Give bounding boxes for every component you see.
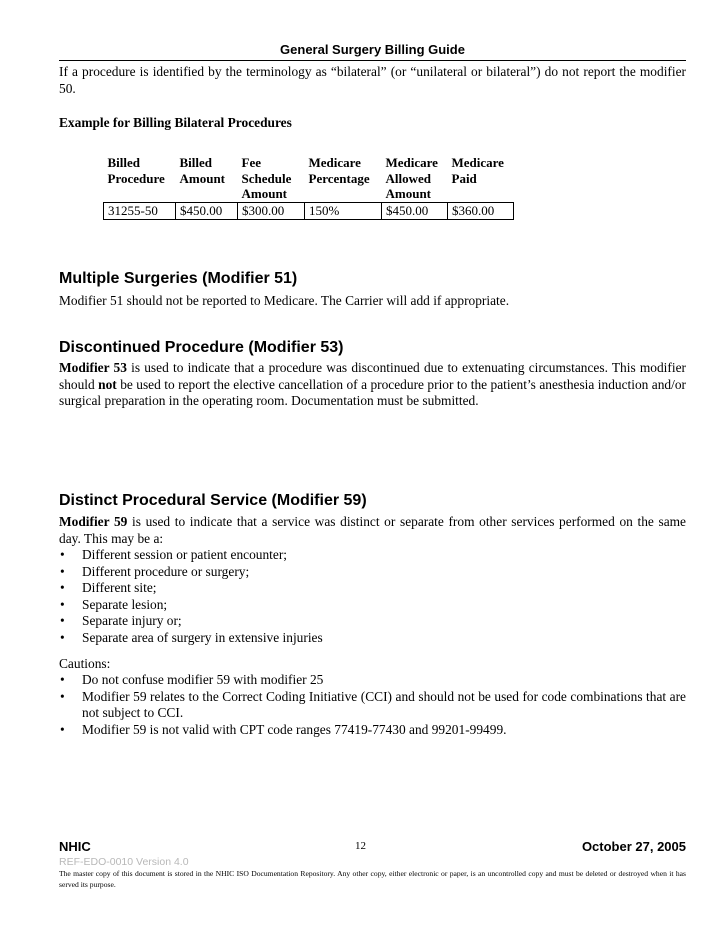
multiple-surgeries-heading: Multiple Surgeries (Modifier 51) — [59, 270, 298, 287]
footer-org: NHIC — [59, 839, 91, 854]
discontinued-procedure-heading: Discontinued Procedure (Modifier 53) — [59, 339, 344, 356]
header-divider — [59, 60, 686, 61]
list-item: • Different session or patient encounter; — [60, 547, 288, 562]
bullet-icon: • — [60, 613, 65, 629]
table-cell: $300.00 — [238, 202, 305, 219]
cautions-label: Cautions: — [59, 656, 111, 671]
table-row — [104, 202, 514, 219]
bullet-icon: • — [60, 721, 65, 737]
list-item: • Do not confuse modifier 59 with modifier 25 — [60, 672, 324, 687]
not-emphasis: not — [98, 376, 117, 392]
footer-notice: The master copy of this document is stored in the NHIC ISO Documentation Repository. Any other copy, either electronic or paper, is an uncontrolled copy and must be deleted or destroyed when it has served its purpose. — [59, 869, 686, 889]
modifier-53-lead: Modifier 53 — [59, 360, 127, 375]
discontinued-procedure-text: Modifier 53 is used to indicate that a procedure was discontinued due to extenuating circumstances. This modifier should not be used to report the elective cancellation of a procedure prior to the patient’s anesthesia induction and/or surgical preparation in the operating room. Documentation must be submitted. — [59, 360, 687, 408]
bilateral-intro: If a procedure is identified by the terminology as “bilateral” (or “unilateral or bilateral”) do not report the modifier 50. — [59, 64, 686, 96]
cautions-list — [59, 672, 686, 738]
bullet-icon: • — [60, 629, 65, 645]
footer-doc-ref: REF-EDO-0010 Version 4.0 — [59, 856, 189, 868]
table-cell: 31255-50 — [104, 202, 176, 219]
bullet-icon: • — [60, 596, 65, 612]
list-item: • Separate area of surgery in extensive injuries — [60, 629, 323, 645]
example-title: Example for Billing Bilateral Procedures — [59, 115, 292, 130]
bilateral-billing-table — [103, 153, 514, 220]
bullet-icon: • — [60, 563, 65, 579]
table-header-cell: Medicare Allowed Amount — [382, 153, 448, 202]
table-header-cell: Billed Amount — [176, 153, 238, 202]
list-item: • Separate lesion; — [60, 596, 168, 612]
table-cell: $450.00 — [382, 202, 448, 219]
table-cell: $450.00 — [176, 202, 238, 219]
table-cell: 150% — [305, 202, 382, 219]
table-header-row — [104, 153, 514, 202]
list-item: • Different site; — [60, 580, 157, 596]
table-header-cell: Medicare Paid — [448, 153, 514, 202]
bullet-icon: • — [60, 688, 65, 704]
footer-page-number: 12 — [355, 840, 366, 852]
modifier-59-lead: Modifier 59 — [59, 514, 128, 529]
page-footer — [59, 839, 686, 855]
footer-date: October 27, 2005 — [581, 839, 686, 854]
distinct-service-text: Modifier 59 is used to indicate that a service was distinct or separate from other services performed on the same day. This may be a: — [59, 514, 686, 546]
list-item: • Modifier 59 relates to the Correct Coding Initiative (CCI) and should not be used for code combinations that are not subject to CCI. — [60, 688, 686, 721]
page-header-title: General Surgery Billing Guide — [280, 42, 465, 57]
bullet-icon: • — [60, 580, 65, 596]
multiple-surgeries-text: Modifier 51 should not be reported to Medicare. The Carrier will add if appropriate. — [59, 293, 510, 308]
bullet-icon: • — [60, 672, 65, 687]
distinct-service-heading: Distinct Procedural Service (Modifier 59) — [59, 492, 367, 509]
table-cell: $360.00 — [448, 202, 514, 219]
table-header-cell: Fee Schedule Amount — [238, 153, 305, 202]
table-header-cell: Medicare Percentage — [305, 153, 382, 202]
table-header-cell: Billed Procedure — [104, 153, 176, 202]
distinct-reasons-list — [59, 547, 686, 647]
bullet-icon: • — [60, 547, 65, 562]
list-item: • Modifier 59 is not valid with CPT code ranges 77419-77430 and 99201-99499. — [60, 721, 507, 737]
list-item: • Separate injury or; — [60, 613, 182, 629]
list-item: • Different procedure or surgery; — [60, 563, 250, 579]
